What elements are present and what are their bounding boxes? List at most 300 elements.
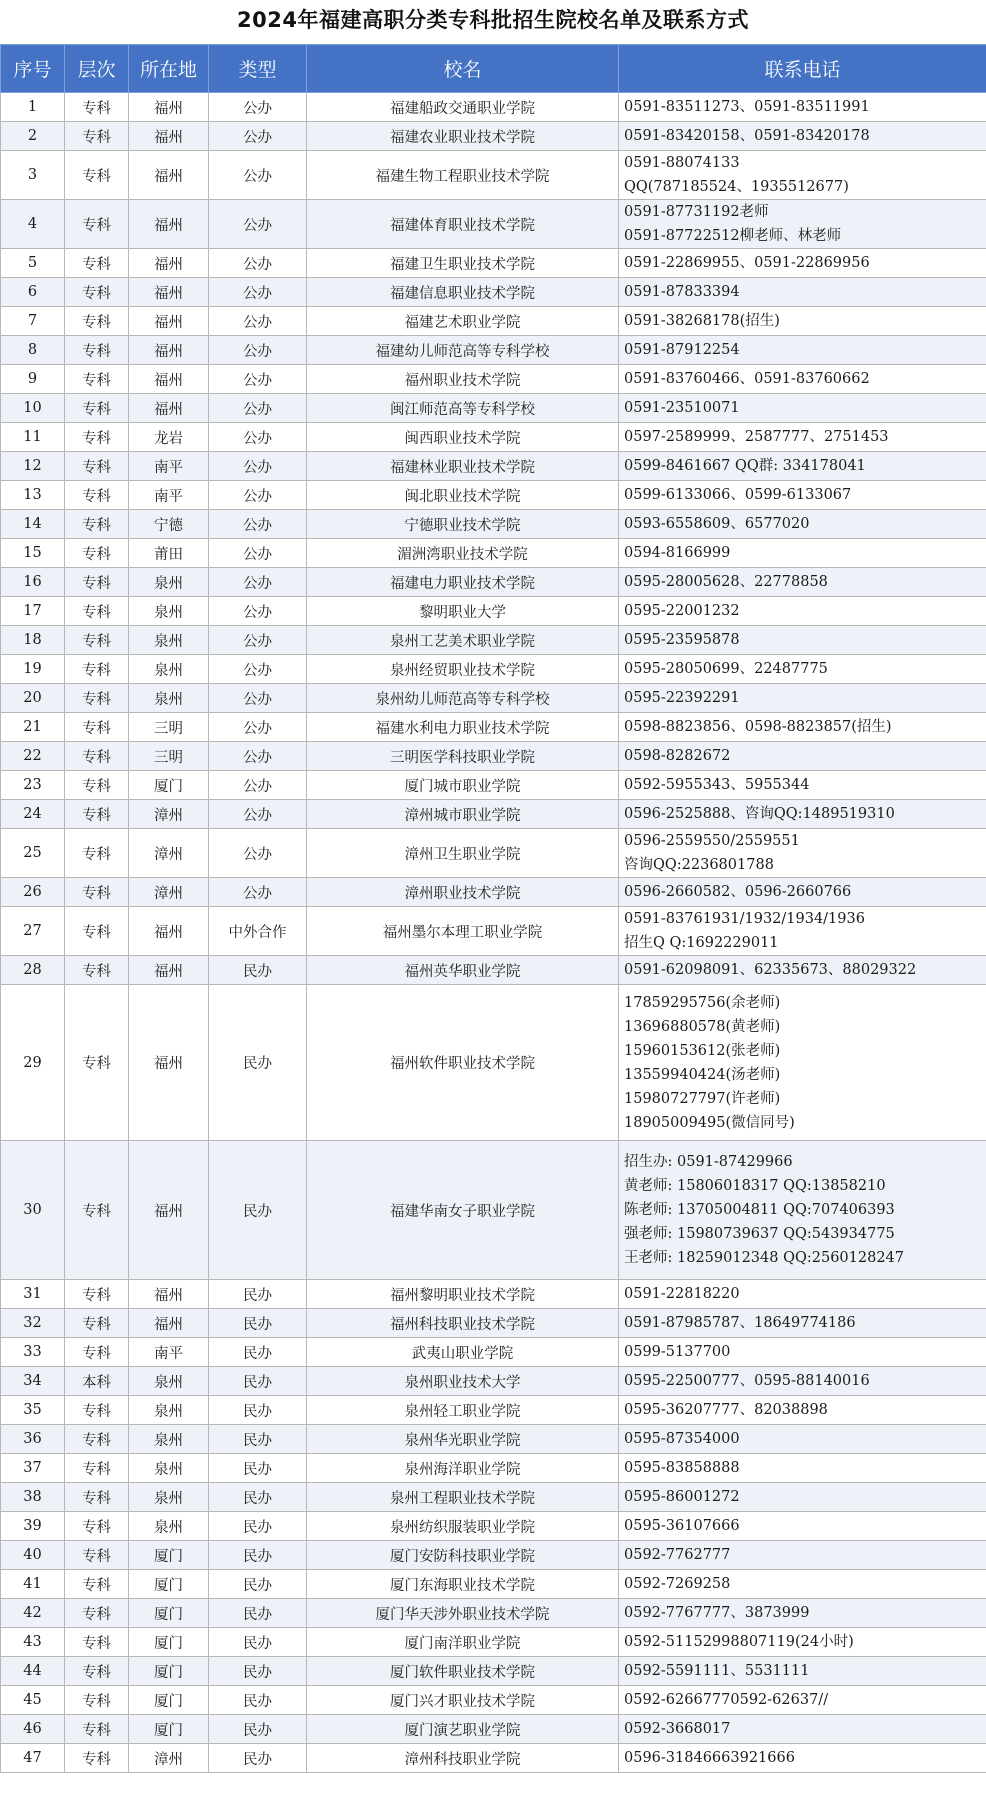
cell-contact <box>619 771 986 800</box>
cell-contact <box>619 307 986 336</box>
cell-index: 23 <box>1 771 65 800</box>
cell-level: 专科 <box>65 394 129 423</box>
table-row <box>1 200 986 249</box>
cell-location: 南平 <box>129 1338 209 1367</box>
page-title: 2024年福建高职分类专科批招生院校名单及联系方式 <box>237 8 749 32</box>
contact-line: 0595-36107666 <box>624 1518 740 1534</box>
cell-level: 专科 <box>65 200 129 249</box>
table-row <box>1 1141 986 1280</box>
cell-type: 公办 <box>209 568 307 597</box>
cell-contact <box>619 1686 986 1715</box>
cell-index: 10 <box>1 394 65 423</box>
cell-type: 民办 <box>209 1396 307 1425</box>
cell-contact <box>619 907 986 956</box>
cell-location: 福州 <box>129 907 209 956</box>
table-row <box>1 1512 986 1541</box>
cell-level: 专科 <box>65 568 129 597</box>
table-row <box>1 1599 986 1628</box>
cell-type: 公办 <box>209 684 307 713</box>
contact-line: 0591-87833394 <box>624 284 740 300</box>
table-row <box>1 956 986 985</box>
cell-level: 专科 <box>65 336 129 365</box>
cell-index: 18 <box>1 626 65 655</box>
cell-index: 27 <box>1 907 65 956</box>
cell-type: 民办 <box>209 1454 307 1483</box>
cell-level: 本科 <box>65 1367 129 1396</box>
cell-index: 35 <box>1 1396 65 1425</box>
cell-index: 19 <box>1 655 65 684</box>
cell-location: 福州 <box>129 336 209 365</box>
cell-contact <box>619 394 986 423</box>
cell-school-name: 厦门软件职业技术学院 <box>307 1657 619 1686</box>
cell-level: 专科 <box>65 800 129 829</box>
table-row <box>1 985 986 1141</box>
contact-line: 陈老师: 13705004811 QQ:707406393 <box>624 1202 895 1218</box>
cell-index: 8 <box>1 336 65 365</box>
cell-location: 厦门 <box>129 771 209 800</box>
cell-contact <box>619 1280 986 1309</box>
contact-line: 0596-2525888、咨询QQ:1489519310 <box>624 806 895 822</box>
cell-location: 厦门 <box>129 1570 209 1599</box>
contact-line: 15980727797(许老师) <box>624 1090 781 1107</box>
table-row <box>1 742 986 771</box>
cell-school-name: 宁德职业技术学院 <box>307 510 619 539</box>
contact-line: 0595-36207777、82038898 <box>624 1402 828 1418</box>
cell-location: 宁德 <box>129 510 209 539</box>
table-row <box>1 365 986 394</box>
cell-school-name: 泉州海洋职业学院 <box>307 1454 619 1483</box>
cell-level: 专科 <box>65 655 129 684</box>
cell-level: 专科 <box>65 597 129 626</box>
cell-level: 专科 <box>65 684 129 713</box>
cell-level: 专科 <box>65 1338 129 1367</box>
cell-index: 13 <box>1 481 65 510</box>
table-header <box>1 45 986 93</box>
cell-contact <box>619 151 986 200</box>
cell-contact <box>619 1454 986 1483</box>
contact-line: 0595-22001232 <box>624 603 740 619</box>
table-row <box>1 151 986 200</box>
table-row <box>1 1686 986 1715</box>
cell-type: 公办 <box>209 742 307 771</box>
contact-line: 0595-22500777、0595-88140016 <box>624 1373 870 1389</box>
cell-index: 29 <box>1 985 65 1141</box>
cell-level: 专科 <box>65 1425 129 1454</box>
cell-type: 民办 <box>209 1309 307 1338</box>
contact-line: 0595-83858888 <box>624 1460 740 1476</box>
cell-level: 专科 <box>65 1541 129 1570</box>
cell-school-name: 福建华南女子职业学院 <box>307 1141 619 1280</box>
contact-line: 0597-2589999、2587777、2751453 <box>624 429 889 445</box>
table-row <box>1 1396 986 1425</box>
contact-line: 0595-28050699、22487775 <box>624 661 828 677</box>
cell-contact <box>619 626 986 655</box>
cell-level: 专科 <box>65 1657 129 1686</box>
cell-school-name: 厦门兴才职业技术学院 <box>307 1686 619 1715</box>
contact-line: 0592-7269258 <box>624 1576 731 1592</box>
cell-location: 福州 <box>129 151 209 200</box>
contact-line: 0591-88074133 <box>624 155 740 171</box>
cell-type: 民办 <box>209 1686 307 1715</box>
cell-location: 福州 <box>129 394 209 423</box>
contact-line: 0599-6133066、0599-6133067 <box>624 487 852 503</box>
contact-line: 0591-22869955、0591-22869956 <box>624 255 870 271</box>
cell-school-name: 闽北职业技术学院 <box>307 481 619 510</box>
table-row <box>1 771 986 800</box>
cell-type: 公办 <box>209 626 307 655</box>
cell-location: 泉州 <box>129 1425 209 1454</box>
cell-school-name: 厦门东海职业技术学院 <box>307 1570 619 1599</box>
contact-line: 0592-7767777、3873999 <box>624 1605 810 1621</box>
cell-school-name: 福建艺术职业学院 <box>307 307 619 336</box>
cell-level: 专科 <box>65 249 129 278</box>
contact-line: 0592-3668017 <box>624 1721 731 1737</box>
cell-type: 公办 <box>209 481 307 510</box>
cell-contact <box>619 800 986 829</box>
table-row <box>1 510 986 539</box>
contact-line: 0596-2660582、0596-2660766 <box>624 884 852 900</box>
cell-contact <box>619 1715 986 1744</box>
cell-type: 公办 <box>209 713 307 742</box>
cell-index: 1 <box>1 93 65 122</box>
cell-index: 45 <box>1 1686 65 1715</box>
table-row <box>1 539 986 568</box>
cell-location: 莆田 <box>129 539 209 568</box>
contact-line: 13696880578(黄老师) <box>624 1018 781 1035</box>
table-row <box>1 1570 986 1599</box>
cell-location: 福州 <box>129 278 209 307</box>
cell-location: 泉州 <box>129 626 209 655</box>
cell-level: 专科 <box>65 1141 129 1280</box>
contact-line: 15960153612(张老师) <box>624 1042 781 1059</box>
cell-contact <box>619 568 986 597</box>
cell-index: 9 <box>1 365 65 394</box>
cell-contact <box>619 1425 986 1454</box>
table-row <box>1 1280 986 1309</box>
cell-index: 39 <box>1 1512 65 1541</box>
contact-line: 0596-2559550/2559551 <box>624 833 800 849</box>
cell-index: 11 <box>1 423 65 452</box>
cell-index: 21 <box>1 713 65 742</box>
table-row <box>1 1309 986 1338</box>
cell-location: 三明 <box>129 742 209 771</box>
cell-type: 民办 <box>209 1744 307 1773</box>
cell-type: 公办 <box>209 510 307 539</box>
cell-index: 44 <box>1 1657 65 1686</box>
cell-location: 福州 <box>129 365 209 394</box>
cell-school-name: 漳州卫生职业学院 <box>307 829 619 878</box>
contact-line: 0591-62098091、62335673、88029322 <box>624 962 917 978</box>
contact-line: 0591-38268178(招生) <box>624 313 780 329</box>
cell-type: 公办 <box>209 249 307 278</box>
contact-line: 黄老师: 15806018317 QQ:13858210 <box>624 1178 886 1194</box>
cell-location: 龙岩 <box>129 423 209 452</box>
cell-level: 专科 <box>65 1744 129 1773</box>
cell-type: 民办 <box>209 956 307 985</box>
table-row <box>1 423 986 452</box>
cell-index: 42 <box>1 1599 65 1628</box>
header-school-name: 校名 <box>307 45 619 93</box>
cell-type: 民办 <box>209 1599 307 1628</box>
cell-type: 公办 <box>209 597 307 626</box>
cell-type: 公办 <box>209 307 307 336</box>
cell-location: 厦门 <box>129 1657 209 1686</box>
cell-school-name: 闽江师范高等专科学校 <box>307 394 619 423</box>
cell-type: 公办 <box>209 278 307 307</box>
cell-index: 25 <box>1 829 65 878</box>
cell-level: 专科 <box>65 307 129 336</box>
cell-contact <box>619 539 986 568</box>
cell-type: 民办 <box>209 1541 307 1570</box>
cell-index: 38 <box>1 1483 65 1512</box>
cell-school-name: 福建幼儿师范高等专科学校 <box>307 336 619 365</box>
contact-line: 0591-83760466、0591-83760662 <box>624 371 870 387</box>
table-body <box>1 93 986 1773</box>
cell-index: 47 <box>1 1744 65 1773</box>
cell-contact <box>619 1541 986 1570</box>
cell-location: 厦门 <box>129 1599 209 1628</box>
cell-type: 民办 <box>209 1338 307 1367</box>
table-row <box>1 249 986 278</box>
cell-school-name: 湄洲湾职业技术学院 <box>307 539 619 568</box>
cell-school-name: 泉州工程职业技术学院 <box>307 1483 619 1512</box>
cell-level: 专科 <box>65 771 129 800</box>
table-row <box>1 800 986 829</box>
cell-level: 专科 <box>65 1483 129 1512</box>
cell-index: 30 <box>1 1141 65 1280</box>
contact-line: 0592-5591111、5531111 <box>624 1663 810 1679</box>
header-contact: 联系电话 <box>619 45 986 93</box>
cell-index: 31 <box>1 1280 65 1309</box>
table-row <box>1 597 986 626</box>
cell-contact <box>619 1309 986 1338</box>
header-row <box>1 45 986 93</box>
table-row <box>1 1541 986 1570</box>
cell-level: 专科 <box>65 1280 129 1309</box>
cell-level: 专科 <box>65 1686 129 1715</box>
cell-school-name: 福州职业技术学院 <box>307 365 619 394</box>
cell-school-name: 福建林业职业技术学院 <box>307 452 619 481</box>
cell-type: 民办 <box>209 1570 307 1599</box>
cell-location: 泉州 <box>129 1483 209 1512</box>
cell-contact <box>619 510 986 539</box>
contact-line: 0591-87912254 <box>624 342 740 358</box>
cell-contact <box>619 481 986 510</box>
cell-type: 公办 <box>209 336 307 365</box>
cell-contact <box>619 713 986 742</box>
cell-contact <box>619 1657 986 1686</box>
cell-school-name: 厦门华天涉外职业技术学院 <box>307 1599 619 1628</box>
cell-school-name: 厦门演艺职业学院 <box>307 1715 619 1744</box>
table-row <box>1 1483 986 1512</box>
contact-line: 0595-22392291 <box>624 690 740 706</box>
contact-line: QQ(787185524、1935512677) <box>624 179 849 195</box>
table-row <box>1 307 986 336</box>
cell-level: 专科 <box>65 829 129 878</box>
contact-line: 0592-62667770592-62637// <box>624 1692 829 1708</box>
cell-level: 专科 <box>65 1599 129 1628</box>
table-row <box>1 829 986 878</box>
header-level: 层次 <box>65 45 129 93</box>
table-row <box>1 1338 986 1367</box>
cell-location: 漳州 <box>129 829 209 878</box>
contact-line: 王老师: 18259012348 QQ:2560128247 <box>624 1250 904 1266</box>
cell-level: 专科 <box>65 1396 129 1425</box>
cell-school-name: 福建农业职业技术学院 <box>307 122 619 151</box>
cell-level: 专科 <box>65 423 129 452</box>
cell-index: 46 <box>1 1715 65 1744</box>
cell-school-name: 福州黎明职业技术学院 <box>307 1280 619 1309</box>
contact-line: 0591-87985787、18649774186 <box>624 1315 856 1331</box>
table-row <box>1 1628 986 1657</box>
cell-contact <box>619 956 986 985</box>
cell-school-name: 福州墨尔本理工职业学院 <box>307 907 619 956</box>
header-index: 序号 <box>1 45 65 93</box>
cell-location: 福州 <box>129 307 209 336</box>
cell-index: 37 <box>1 1454 65 1483</box>
cell-level: 专科 <box>65 1628 129 1657</box>
cell-index: 6 <box>1 278 65 307</box>
cell-level: 专科 <box>65 452 129 481</box>
cell-contact <box>619 365 986 394</box>
cell-contact <box>619 423 986 452</box>
cell-school-name: 泉州经贸职业技术学院 <box>307 655 619 684</box>
cell-type: 公办 <box>209 771 307 800</box>
contact-line: 17859295756(余老师) <box>624 994 781 1011</box>
cell-contact <box>619 597 986 626</box>
cell-location: 泉州 <box>129 1367 209 1396</box>
contact-line: 0591-22818220 <box>624 1286 740 1302</box>
cell-school-name: 福建信息职业技术学院 <box>307 278 619 307</box>
cell-index: 34 <box>1 1367 65 1396</box>
cell-level: 专科 <box>65 878 129 907</box>
cell-location: 泉州 <box>129 1454 209 1483</box>
cell-type: 公办 <box>209 800 307 829</box>
cell-school-name: 福建电力职业技术学院 <box>307 568 619 597</box>
cell-contact <box>619 742 986 771</box>
table-row <box>1 1367 986 1396</box>
cell-level: 专科 <box>65 1570 129 1599</box>
contact-line: 0591-23510071 <box>624 400 740 416</box>
cell-contact <box>619 684 986 713</box>
cell-school-name: 黎明职业大学 <box>307 597 619 626</box>
contact-line: 18905009495(微信同号) <box>624 1114 795 1131</box>
cell-level: 专科 <box>65 122 129 151</box>
cell-contact <box>619 829 986 878</box>
cell-index: 32 <box>1 1309 65 1338</box>
cell-school-name: 三明医学科技职业学院 <box>307 742 619 771</box>
cell-index: 43 <box>1 1628 65 1657</box>
cell-school-name: 福建生物工程职业技术学院 <box>307 151 619 200</box>
cell-index: 26 <box>1 878 65 907</box>
cell-type: 公办 <box>209 200 307 249</box>
contact-line: 13559940424(汤老师) <box>624 1066 781 1083</box>
cell-type: 民办 <box>209 1280 307 1309</box>
cell-type: 民办 <box>209 1141 307 1280</box>
contact-line: 0591-83511273、0591-83511991 <box>624 99 870 115</box>
cell-location: 泉州 <box>129 1512 209 1541</box>
cell-type: 公办 <box>209 93 307 122</box>
cell-school-name: 泉州职业技术大学 <box>307 1367 619 1396</box>
cell-contact <box>619 452 986 481</box>
cell-location: 福州 <box>129 956 209 985</box>
contact-line: 0595-86001272 <box>624 1489 740 1505</box>
contact-line: 0599-5137700 <box>624 1344 731 1360</box>
table-row <box>1 568 986 597</box>
cell-location: 厦门 <box>129 1715 209 1744</box>
cell-school-name: 厦门城市职业学院 <box>307 771 619 800</box>
cell-school-name: 福建卫生职业技术学院 <box>307 249 619 278</box>
cell-level: 专科 <box>65 713 129 742</box>
cell-school-name: 泉州华光职业学院 <box>307 1425 619 1454</box>
cell-contact <box>619 1599 986 1628</box>
cell-index: 3 <box>1 151 65 200</box>
cell-school-name: 泉州轻工职业学院 <box>307 1396 619 1425</box>
contact-line: 0598-8823856、0598-8823857(招生) <box>624 719 892 735</box>
table-row <box>1 907 986 956</box>
cell-level: 专科 <box>65 278 129 307</box>
cell-location: 泉州 <box>129 568 209 597</box>
header-type: 类型 <box>209 45 307 93</box>
cell-type: 民办 <box>209 985 307 1141</box>
cell-index: 28 <box>1 956 65 985</box>
cell-type: 公办 <box>209 151 307 200</box>
cell-contact <box>619 1367 986 1396</box>
cell-contact <box>619 985 986 1141</box>
cell-location: 福州 <box>129 200 209 249</box>
cell-contact <box>619 249 986 278</box>
cell-location: 福州 <box>129 249 209 278</box>
cell-index: 15 <box>1 539 65 568</box>
contact-line: 0592-7762777 <box>624 1547 731 1563</box>
cell-level: 专科 <box>65 1512 129 1541</box>
contact-line: 0591-83761931/1932/1934/1936 <box>624 911 865 927</box>
cell-type: 公办 <box>209 829 307 878</box>
contact-line: 0595-87354000 <box>624 1431 740 1447</box>
cell-level: 专科 <box>65 1454 129 1483</box>
cell-type: 公办 <box>209 878 307 907</box>
cell-index: 41 <box>1 1570 65 1599</box>
cell-location: 厦门 <box>129 1541 209 1570</box>
contact-line: 咨询QQ:2236801788 <box>624 857 774 873</box>
cell-school-name: 漳州科技职业学院 <box>307 1744 619 1773</box>
cell-school-name: 福建水利电力职业技术学院 <box>307 713 619 742</box>
cell-index: 16 <box>1 568 65 597</box>
table-row <box>1 878 986 907</box>
cell-contact <box>619 1744 986 1773</box>
contact-line: 0594-8166999 <box>624 545 731 561</box>
cell-school-name: 福建船政交通职业学院 <box>307 93 619 122</box>
cell-level: 专科 <box>65 481 129 510</box>
cell-school-name: 武夷山职业学院 <box>307 1338 619 1367</box>
table-row <box>1 626 986 655</box>
cell-index: 20 <box>1 684 65 713</box>
cell-index: 12 <box>1 452 65 481</box>
table-row <box>1 1744 986 1773</box>
cell-index: 7 <box>1 307 65 336</box>
cell-type: 民办 <box>209 1512 307 1541</box>
contact-line: 0598-8282672 <box>624 748 731 764</box>
cell-contact <box>619 1483 986 1512</box>
cell-type: 民办 <box>209 1657 307 1686</box>
cell-location: 福州 <box>129 122 209 151</box>
cell-contact <box>619 1512 986 1541</box>
cell-school-name: 福州科技职业技术学院 <box>307 1309 619 1338</box>
cell-school-name: 泉州幼儿师范高等专科学校 <box>307 684 619 713</box>
cell-type: 公办 <box>209 122 307 151</box>
cell-school-name: 泉州工艺美术职业学院 <box>307 626 619 655</box>
cell-location: 泉州 <box>129 684 209 713</box>
